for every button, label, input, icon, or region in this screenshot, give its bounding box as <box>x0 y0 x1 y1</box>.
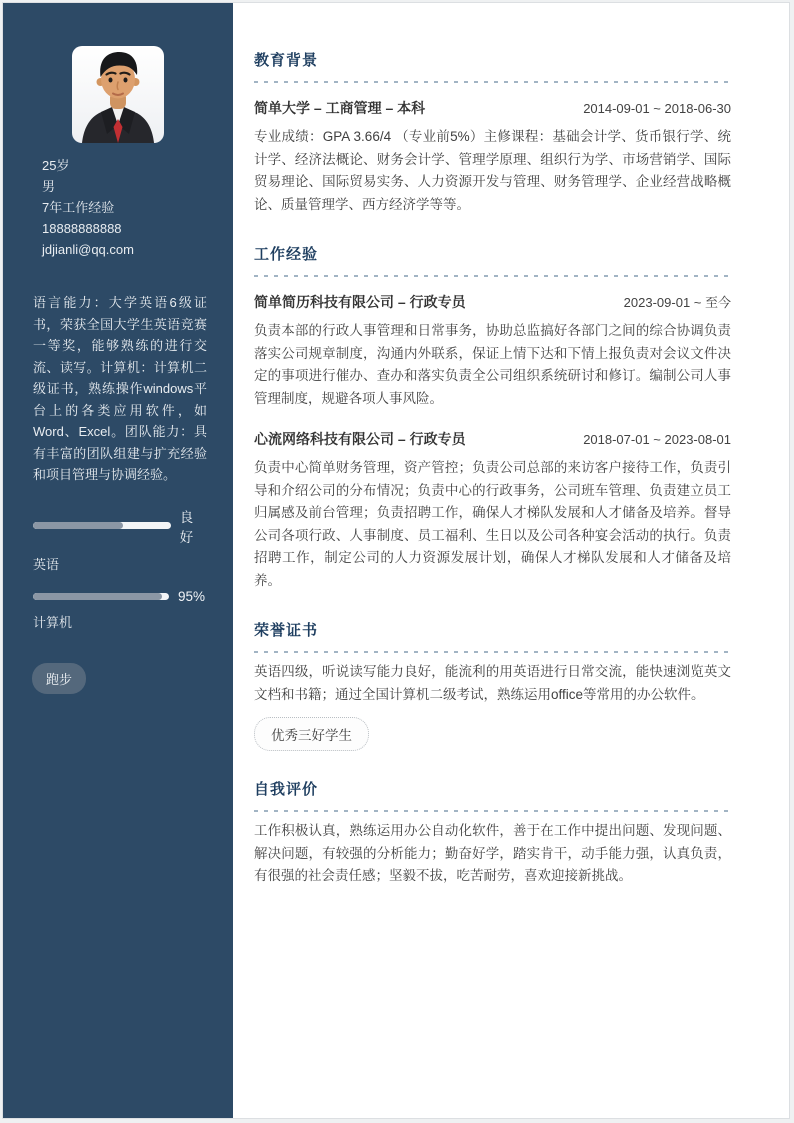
section-honors <box>254 619 731 751</box>
sidebar <box>3 3 233 1118</box>
work-2-date: 2018-07-01 ~ 2023-08-01 <box>583 432 731 447</box>
avatar-illustration <box>72 46 164 143</box>
hobby-tags <box>32 663 233 694</box>
skills-summary-text: 语言能力：大学英语6级证书，荣获全国大学生英语竞赛一等奖，能够熟练的进行交流、读写。计算机：计算机二级证书，熟练操作windows平台上的各类应用软件，如Word、Excel。团队能力：具有丰富的团队组建与扩充经验和项目管理与协调经验。 <box>33 295 207 482</box>
work-2-description: 负责中心简单财务管理，资产管控；负责公司总部的来访客户接待工作，负责引导和介绍公司的分布情况；负责中心的行政事务，公司班车管理、负责建立员工归属感及前台管理；负责招聘工作，确保人才梯队发展和人才储备及培养。督导公司各项行政、人事制度、员工福利、生日以及公司各种宴会活动的执行。负责招聘工作，制定公司的人力资源发展计划，确保人才梯队发展和人才储备及培养。 <box>254 460 731 588</box>
skill-english-bar-fill <box>33 522 123 529</box>
evaluation-description: 工作积极认真，熟练运用办公自动化软件，善于在工作中提出问题、发现问题、解决问题，有较强的分析能力；勤奋好学，踏实肯干，动手能力强，认真负责，有很强的社会责任感；坚毅不拔，吃苦耐劳，喜欢迎接新挑战。 <box>254 823 731 883</box>
skill-english <box>33 506 205 573</box>
skill-computer-level: 95% <box>177 588 205 604</box>
personal-info-list <box>42 155 213 260</box>
work-1-company-role: 简单简历科技有限公司 – 行政专员 <box>254 294 466 310</box>
section-title-education: 教育背景 <box>254 52 319 69</box>
profile-photo <box>72 46 164 143</box>
section-divider <box>254 651 731 653</box>
skill-computer-bar <box>33 593 169 600</box>
work-entry <box>254 292 731 410</box>
education-degree: 简单大学 – 工商管理 – 本科 <box>254 100 426 116</box>
skill-bars <box>33 506 205 631</box>
skill-english-bar <box>33 522 171 529</box>
section-evaluation <box>254 778 731 888</box>
work-entry <box>254 429 731 592</box>
education-description: 专业成绩：GPA 3.66/4 （专业前5%）主修课程：基础会计学、货币银行学、统计学、经济法概论、财务会计学、管理学原理、组织行为学、市场营销学、国际贸易理论、国际贸易实务、人力资源开发与管理、财务管理学、企业经营战略概论、质量管理学、西方经济学等等。 <box>254 129 731 212</box>
section-divider <box>254 275 731 277</box>
honors-description: 英语四级，听说读写能力良好，能流利的用英语进行日常交流，能快速浏览英文文档和书籍；通过全国计算机二级考试，熟练运用office等常用的办公软件。 <box>254 664 731 702</box>
work-2-company-role: 心流网络科技有限公司 – 行政专员 <box>254 431 466 447</box>
section-work <box>254 243 731 592</box>
skill-english-name: 英语 <box>33 556 60 572</box>
section-title-honors: 荣誉证书 <box>254 622 319 639</box>
education-date: 2014-09-01 ~ 2018-06-30 <box>583 101 731 116</box>
section-title-evaluation: 自我评价 <box>254 781 319 798</box>
honor-tag: 优秀三好学生 <box>254 717 369 751</box>
info-email: jdjianli@qq.com <box>42 242 134 257</box>
section-education <box>254 49 731 216</box>
work-1-description: 负责本部的行政人事管理和日常事务，协助总监搞好各部门之间的综合协调负责落实公司规章制度，沟通内外联系，保证上情下达和下情上报负责对会议文件决定的事项进行催办、查办和落实负责全公司组织系统研讨和修订。编制公司人事管理制度，规避各项人事风险。 <box>254 323 731 406</box>
skill-english-level: 良好 <box>179 509 194 545</box>
section-divider <box>254 81 731 83</box>
resume-page <box>2 2 790 1119</box>
info-age: 25岁 <box>42 158 70 173</box>
info-experience: 7年工作经验 <box>42 200 115 215</box>
work-1-date: 2023-09-01 ~ 至今 <box>623 295 731 310</box>
skill-computer-bar-fill <box>33 593 162 600</box>
skill-computer <box>33 589 205 631</box>
education-entry <box>254 98 731 216</box>
skill-computer-name: 计算机 <box>33 614 73 630</box>
hobby-tag-running: 跑步 <box>32 663 86 694</box>
info-gender: 男 <box>42 179 56 194</box>
section-divider <box>254 810 731 812</box>
section-title-work: 工作经验 <box>254 246 319 263</box>
main-content <box>233 3 789 1118</box>
info-phone: 18888888888 <box>42 221 122 236</box>
